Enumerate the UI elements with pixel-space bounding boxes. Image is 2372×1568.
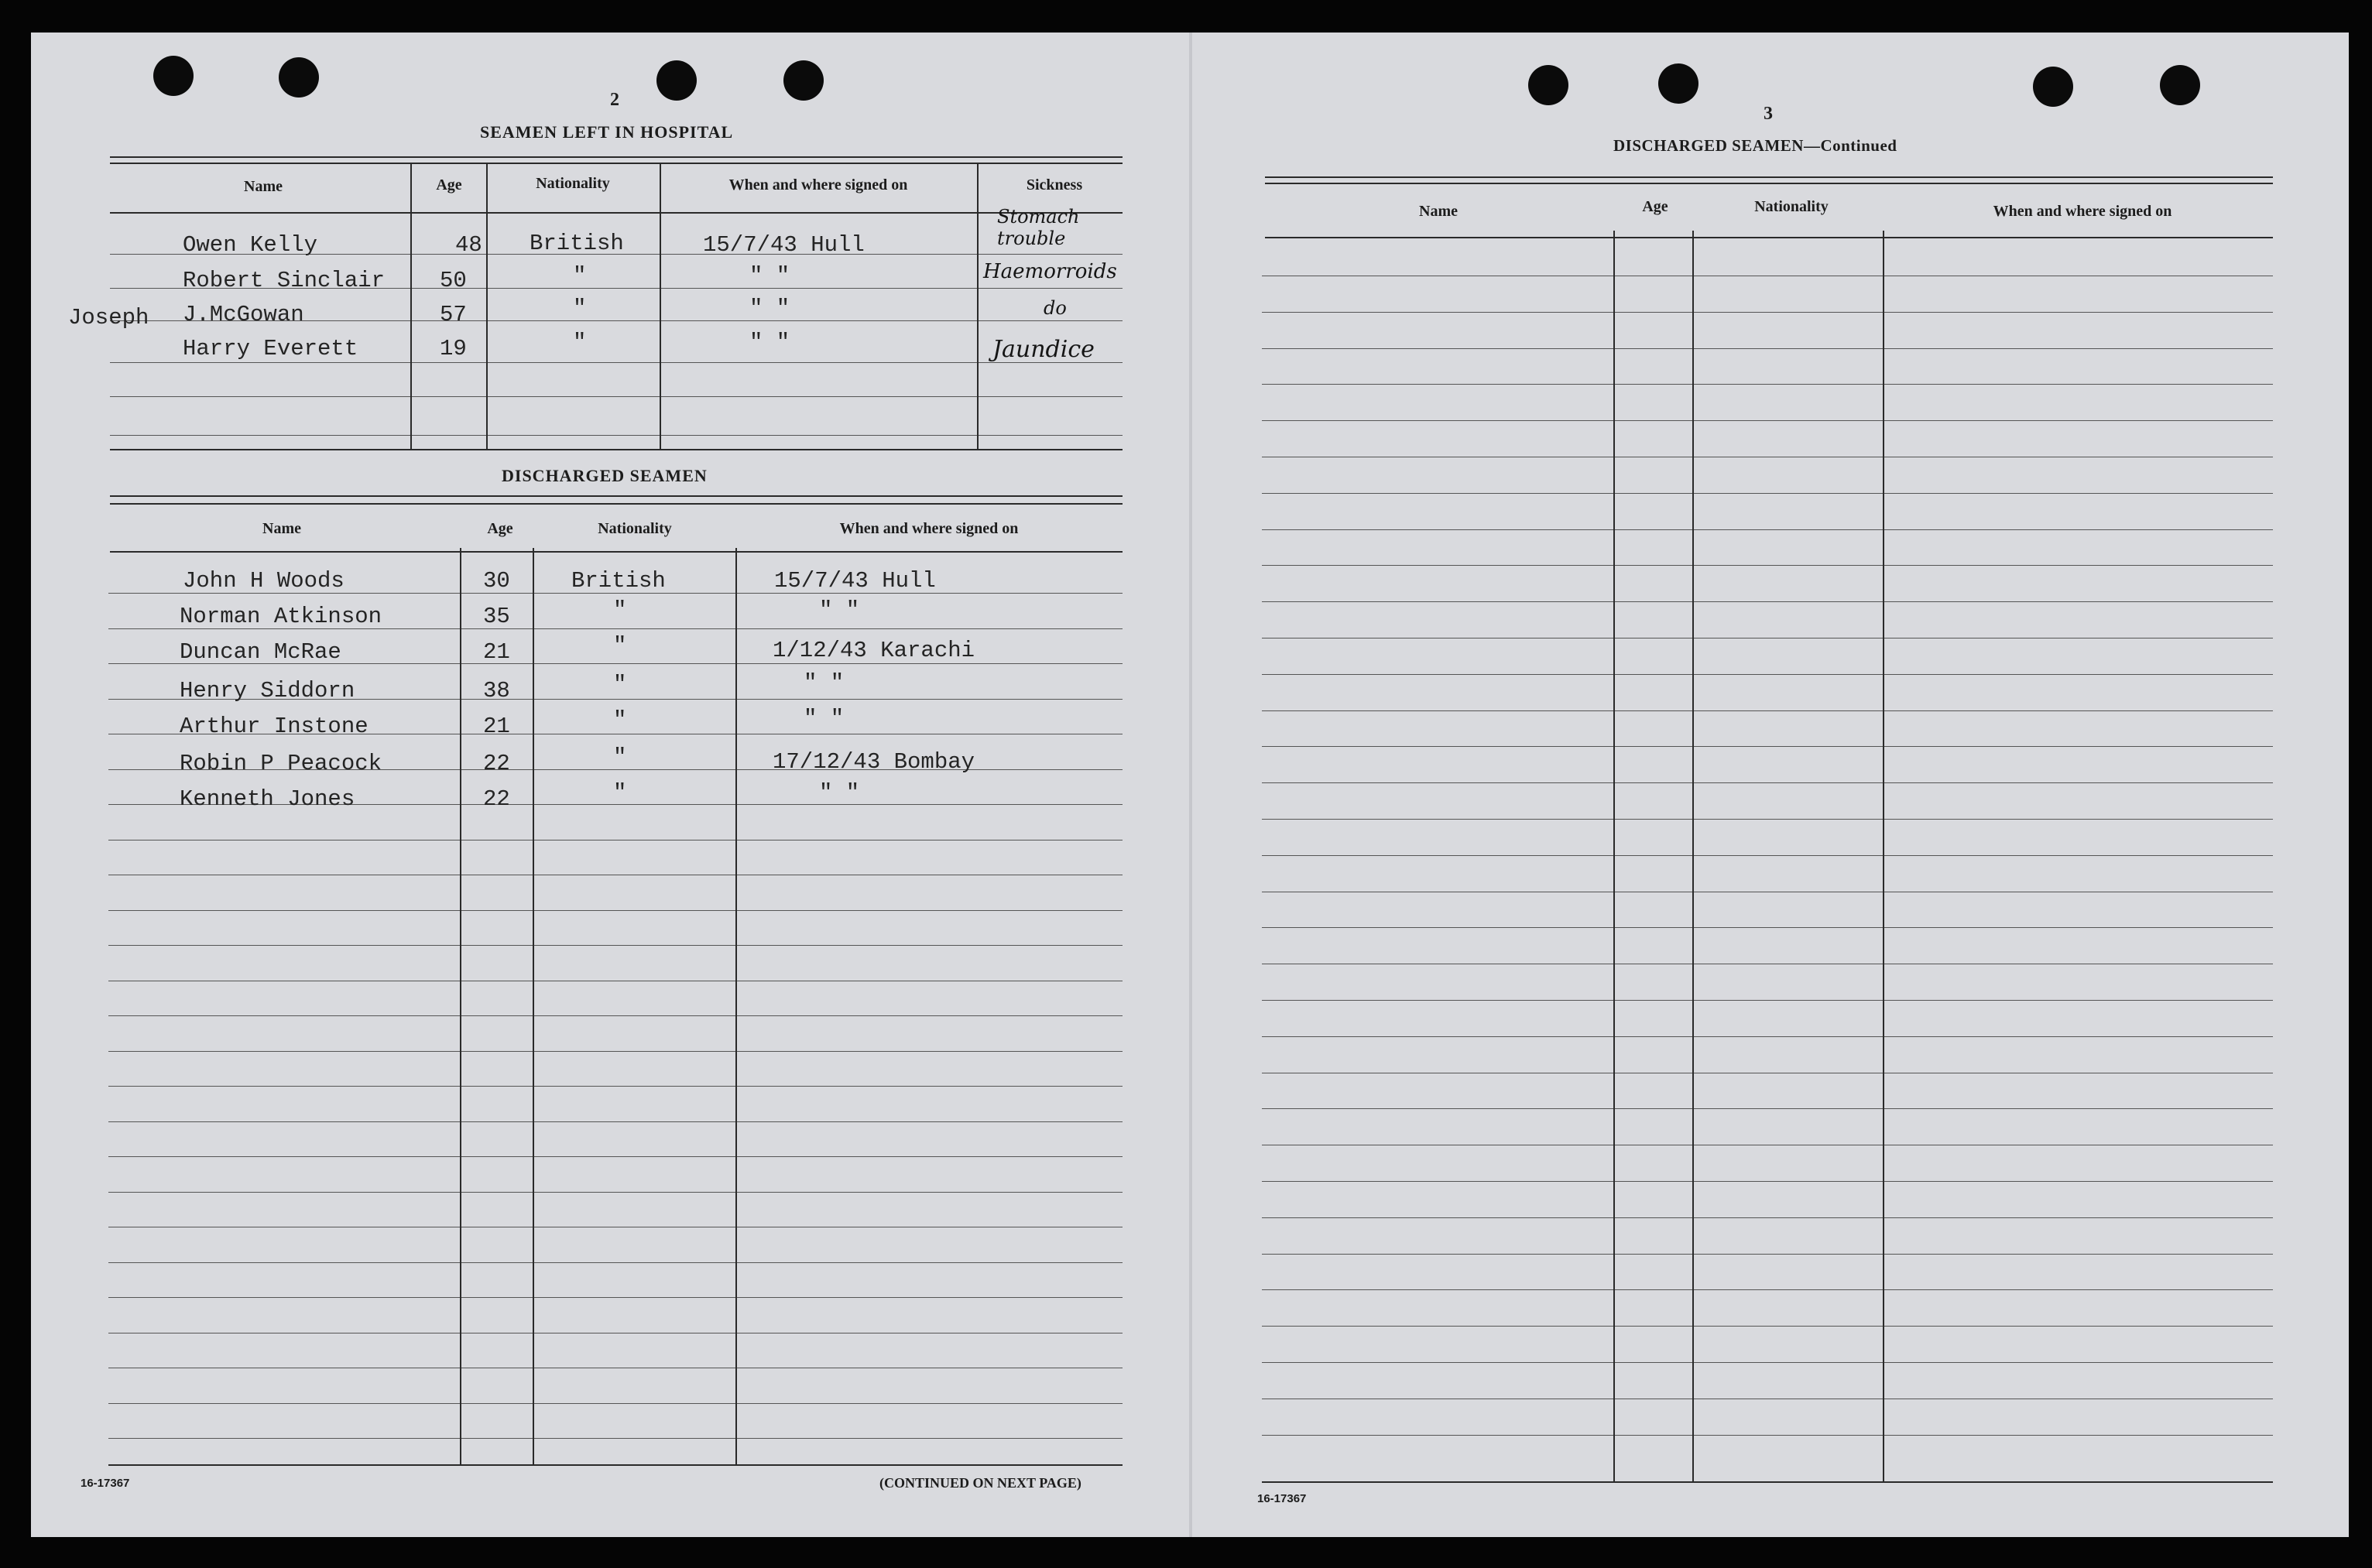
row-rule [108,910,1123,911]
annotation: Joseph [68,305,149,330]
row-rule [1262,1108,2273,1109]
rule [110,551,1123,553]
row-rule [1262,710,2273,711]
row-rule [108,945,1123,946]
rule [110,362,1123,363]
row-rule [1262,312,2273,313]
row-rule [1262,674,2273,675]
col-divider [410,163,412,449]
discharged-age: 21 [483,639,510,665]
hospital-nationality: " [573,263,587,289]
col-header-age: Age [436,176,462,193]
row-rule [108,1015,1123,1016]
page-number: 2 [610,90,619,110]
punch-hole [2033,67,2073,107]
row-rule [1262,1181,2273,1182]
row-rule [1262,1217,2273,1218]
rule [110,156,1123,158]
discharged-name: John H Woods [183,568,344,594]
discharged-nationality: " [613,633,627,659]
hospital-age: 57 [440,302,467,327]
row-rule [1262,1254,2273,1255]
col-header-name: Name [244,178,283,195]
discharged-title: DISCHARGED SEAMEN [502,466,708,485]
row-rule [1262,493,2273,494]
hospital-sickness: do [1044,297,1067,319]
right-page [1191,33,2349,1537]
punch-hole [1658,63,1698,104]
hospital-sickness: Jaundice [992,336,1095,363]
col-header-name: Name [262,520,301,537]
punch-hole [279,57,319,98]
col-header-age: Age [487,520,513,537]
punch-hole [656,60,697,101]
discharged-signed-on: " " [819,780,860,806]
row-rule [1262,1289,2273,1290]
row-rule [1262,1036,2273,1037]
page-fold [1189,33,1192,1537]
row-rule [1262,746,2273,747]
hospital-signed-on: " " [749,330,790,355]
col-divider [460,548,461,1464]
discharged-age: 30 [483,568,510,594]
row-rule [108,1121,1123,1122]
row-rule [108,1403,1123,1404]
col-divider [735,548,737,1464]
discharged-nationality: " [613,672,627,697]
row-rule [108,1297,1123,1298]
discharged-age: 21 [483,714,510,739]
left-page [31,33,1191,1537]
hospital-signed-on: " " [749,263,790,289]
discharged-signed-on: " " [804,670,845,696]
continued-note: (CONTINUED ON NEXT PAGE) [879,1475,1081,1491]
discharged-nationality: " [613,745,627,770]
form-number: 16-17367 [81,1477,130,1490]
row-rule [1262,855,2273,856]
hospital-age: 50 [440,268,467,293]
row-rule [108,1438,1123,1439]
row-rule [1262,529,2273,530]
hospital-sickness: Haemorroids [983,260,1117,283]
hospital-nationality: " [573,330,587,355]
punch-hole [783,60,824,101]
row-rule [1262,1326,2273,1327]
rule [110,435,1123,436]
row-rule [1262,565,2273,566]
row-rule [1262,1435,2273,1436]
col-divider [1692,231,1694,1481]
rule [1265,176,2273,178]
row-rule [1262,782,2273,783]
col-header-age: Age [1642,198,1668,215]
col-divider [1613,231,1615,1481]
page-number: 3 [1764,104,1773,124]
discharged-name: Duncan McRae [180,639,341,665]
row-rule [108,1051,1123,1052]
row-rule [1262,420,2273,421]
rule [110,212,1123,214]
rule [110,449,1123,450]
row-rule [108,1156,1123,1157]
col-header-signed-on: When and where signed on [728,176,908,193]
hospital-signed-on: " " [749,296,790,321]
rule [1265,237,2273,238]
discharged-name: Robin P Peacock [180,751,382,776]
continued-title: DISCHARGED SEAMEN—Continued [1613,136,1897,155]
col-divider [533,548,534,1464]
hospital-title: SEAMEN LEFT IN HOSPITAL [480,122,734,142]
discharged-nationality: " [613,597,627,623]
punch-hole [1528,65,1568,105]
discharged-signed-on: 15/7/43 Hull [774,568,936,594]
discharged-nationality: British [571,568,666,594]
col-divider [1883,231,1884,1481]
rule [110,495,1123,497]
hospital-name: Owen Kelly [183,232,318,258]
discharged-signed-on: " " [804,706,845,731]
discharged-signed-on: 17/12/43 Bombay [773,749,975,775]
hospital-name: J.McGowan [183,302,304,327]
discharged-name: Kenneth Jones [180,786,355,812]
row-rule [1262,384,2273,385]
discharged-name: Norman Atkinson [180,604,382,629]
row-rule [1262,1000,2273,1001]
hospital-nationality: " [573,296,587,321]
col-divider [660,163,661,449]
discharged-signed-on: " " [819,597,860,623]
bottom-rule [1262,1481,2273,1483]
hospital-signed-on: 15/7/43 Hull [703,232,865,258]
rule [110,396,1123,397]
row-rule [1262,1362,2273,1363]
discharged-nationality: " [613,707,627,733]
discharged-name: Arthur Instone [180,714,368,739]
rule [110,503,1123,505]
hospital-age: 48 [455,232,482,258]
hospital-sickness: Stomach trouble [997,206,1080,249]
discharged-signed-on: 1/12/43 Karachi [773,638,975,663]
col-header-nationality: Nationality [536,175,610,192]
col-header-sickness: Sickness [1026,176,1083,193]
hospital-nationality: British [530,231,624,256]
rule [1265,183,2273,184]
col-header-name: Name [1419,203,1458,220]
row-rule [1262,819,2273,820]
discharged-age: 35 [483,604,510,629]
hospital-age: 19 [440,336,467,361]
row-rule [1262,927,2273,928]
row-rule [1262,348,2273,349]
col-divider [977,163,979,449]
discharged-age: 22 [483,751,510,776]
row-rule [108,1086,1123,1087]
bottom-rule [108,1464,1123,1466]
punch-hole [2160,65,2200,105]
row-rule [108,1192,1123,1193]
form-number: 16-17367 [1257,1492,1307,1505]
discharged-age: 38 [483,678,510,704]
col-header-signed-on: When and where signed on [839,520,1019,537]
rule [110,163,1123,164]
col-header-nationality: Nationality [598,520,672,537]
discharged-age: 22 [483,786,510,812]
discharged-nationality: " [613,780,627,806]
col-divider [486,163,488,449]
col-header-signed-on: When and where signed on [1993,203,2172,220]
hospital-name: Robert Sinclair [183,268,386,293]
punch-hole [153,56,194,96]
col-header-nationality: Nationality [1754,198,1829,215]
row-rule [1262,601,2273,602]
hospital-name: Harry Everett [183,336,358,361]
row-rule [108,1262,1123,1263]
discharged-name: Henry Siddorn [180,678,355,704]
